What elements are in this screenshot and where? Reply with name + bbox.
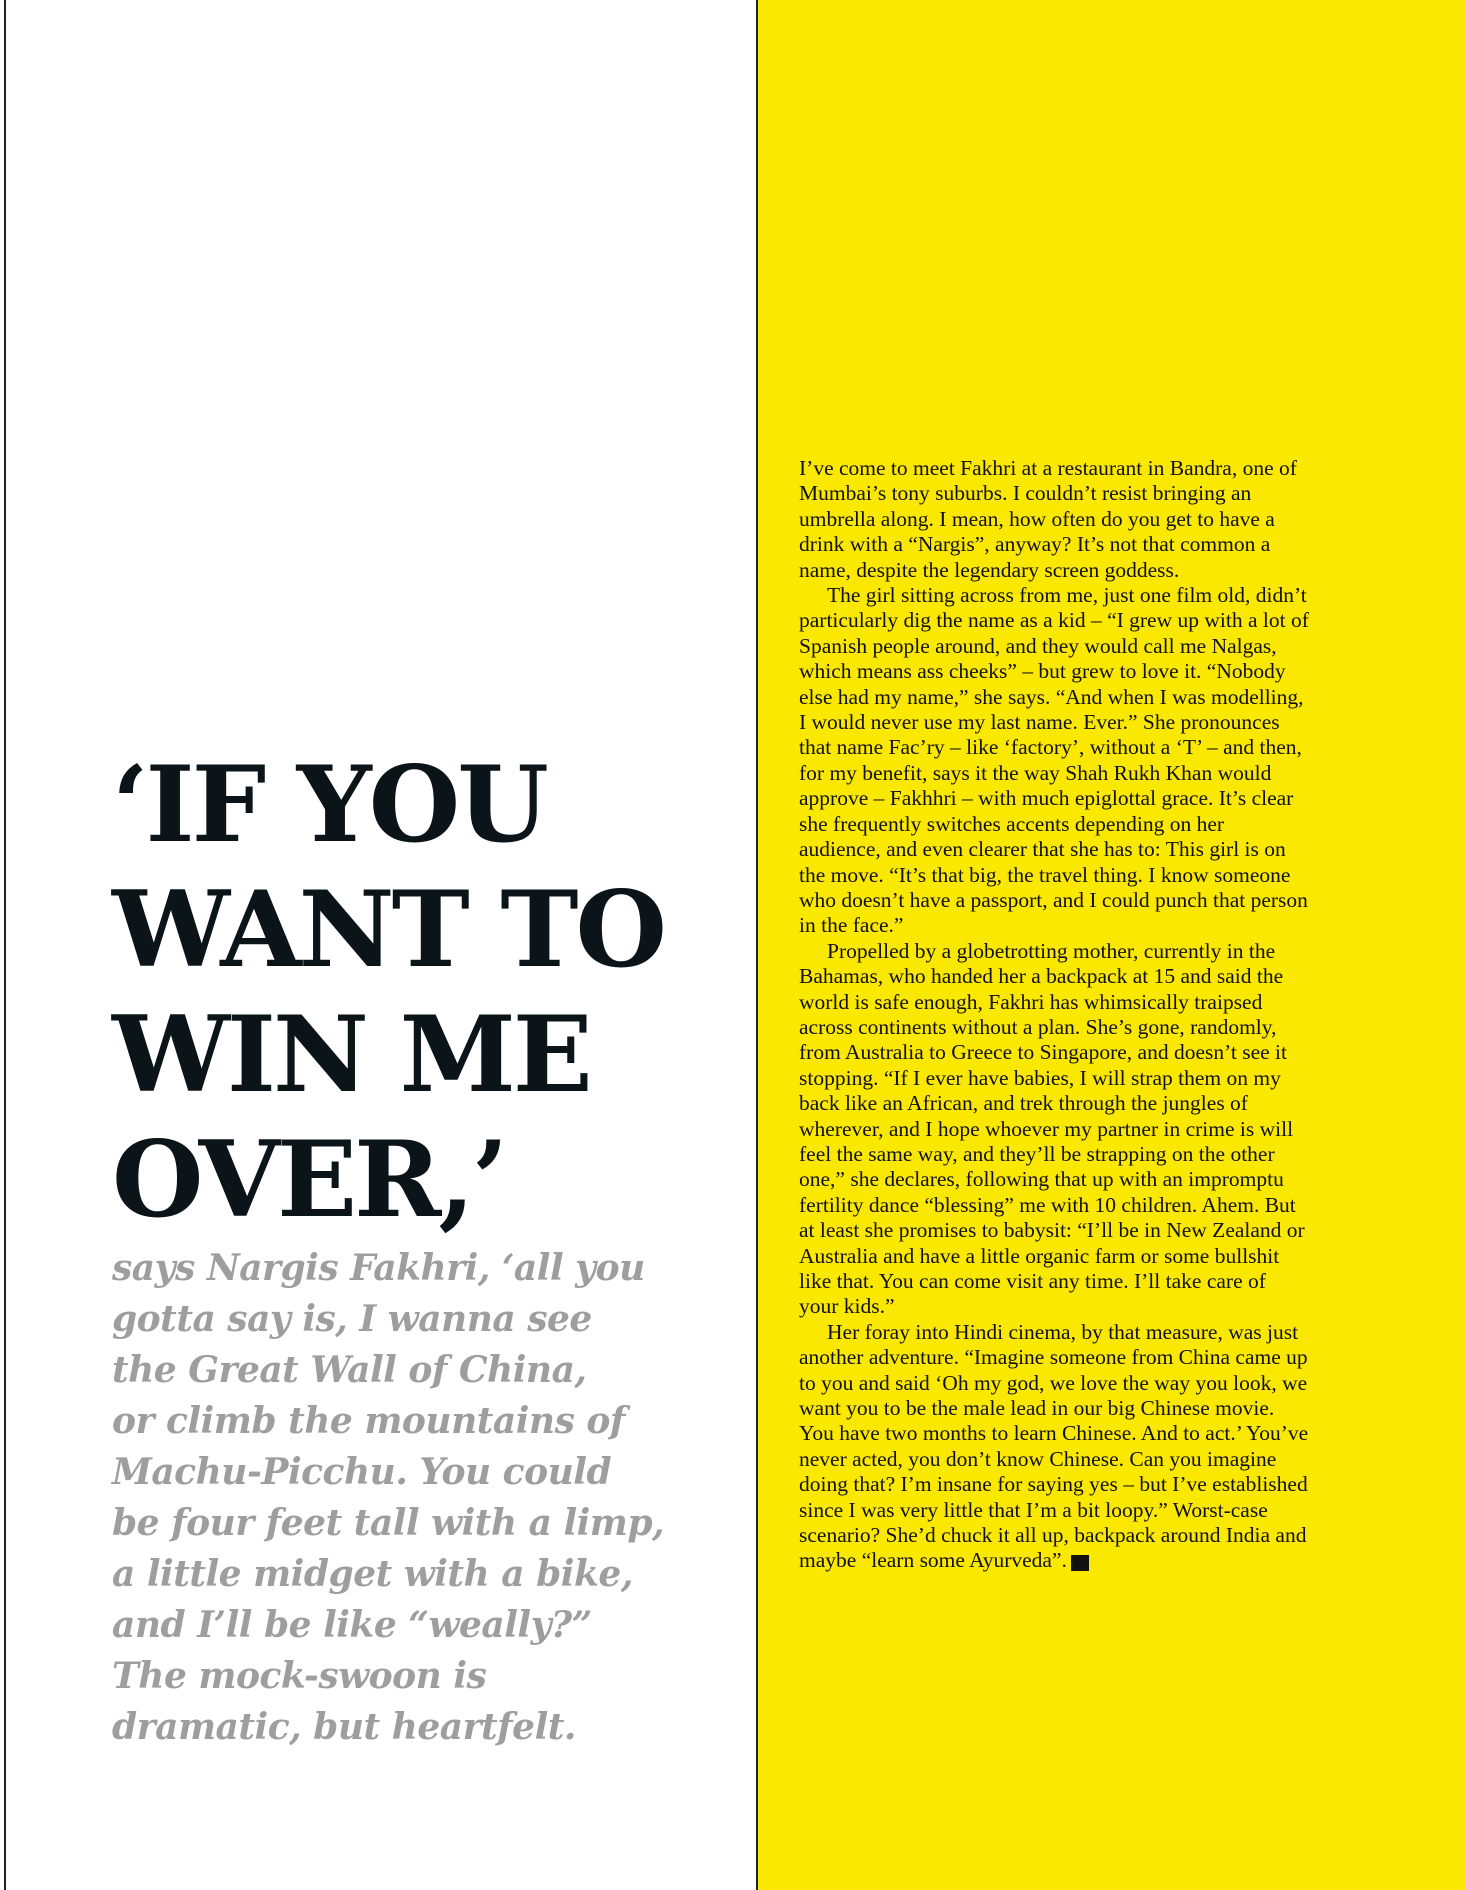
headline xyxy=(112,742,732,1242)
pull-quote-line: and I’ll be like “weally?” xyxy=(112,1604,592,1646)
pull-quote-line: gotta say is, I wanna see xyxy=(112,1298,592,1340)
article-body xyxy=(799,456,1309,1574)
article-paragraph: I’ve come to meet Fakhri at a restaurant in Bandra, one of Mumbai’s tony suburbs. I couldn’t resist bringing an umbrella along. I mean, how often do you get to have a drink with a “Nargis”, anyway? It’s not that common a name, despite the legendary screen goddess. xyxy=(799,456,1297,582)
end-of-article-icon: ➔ xyxy=(1071,1555,1089,1571)
pull-quote xyxy=(112,1243,672,1753)
headline-line: OVER,’ xyxy=(112,1117,506,1241)
pull-quote-line: a little midget with a bike, xyxy=(112,1553,633,1595)
article-paragraph-last xyxy=(799,1320,1309,1574)
article-paragraph: The girl sitting across from me, just one film old, didn’t particularly dig the name as a kid – “I grew up with a lot of Spanish people around, and they would call me Nalgas, which means ass cheeks” – but grew to love it. “Nobody else had my name,” she says. “And when I was modelling, I would never use my last name. Ever.” She pronounces that name Fac’ry – like ‘factory’, without a ‘T’ – and then, for my benefit, says it the way Shah Rukh Khan would approve – Fakhhri – with much epiglottal grace. It’s clear she frequently switches accents depending on her audience, and even clearer that she has to: This girl is on the move. “It’s that big, the travel thing. I know someone who doesn’t have a passport, and I could punch that person in the face.” xyxy=(799,583,1309,938)
pull-quote-line: The mock-swoon is xyxy=(112,1655,487,1697)
pull-quote-line: says Nargis Fakhri, ‘all you xyxy=(112,1247,645,1289)
headline-line: ‘IF YOU xyxy=(112,742,546,866)
pull-quote-line: be four feet tall with a limp, xyxy=(112,1502,665,1544)
headline-line: WANT TO xyxy=(112,867,664,991)
pull-quote-line: or climb the mountains of xyxy=(112,1400,625,1442)
pull-quote-line: dramatic, but heartfelt. xyxy=(112,1706,576,1748)
left-margin-rule xyxy=(4,0,6,1890)
article-paragraph: Propelled by a globetrotting mother, currently in the Bahamas, who handed her a backpack at 15 and said the world is safe enough, Fakhri has whimsically traipsed across continents without a plan. She’s gone, randomly, from Australia to Greece to Singapore, and doesn’t see it stopping. “If I ever have babies, I will strap them on my back like an African, and trek through the jungles of wherever, and I hope whoever my partner in crime is will feel the same way, and they’ll be strapping on the other one,” she declares, following that up with an impromptu fertility dance “blessing” me with 10 children. Ahem. But at least she promises to babysit: “I’ll be in New Zealand or Australia and have a little organic farm or some bullshit like that. You can come visit any time. I’ll take care of your kids.” xyxy=(799,938,1305,1319)
headline-line: WIN ME xyxy=(112,992,590,1116)
pull-quote-line: Machu-Picchu. You could xyxy=(112,1451,612,1493)
article-paragraph-text: Her foray into Hindi cinema, by that measure, was just another adventure. “Imagine someone from China came up to you and said ‘Oh my god, we love the way you look, we want you to be the male lead in our big Chinese movie. You have two months to learn Chinese. And to act.’ You’ve never acted, you don’t know Chinese. Can you imagine doing that? I’m insane for saying yes – but I’ve established since I was very little that I’m a bit loopy.” Worst-case scenario? She’d chuck it all up, backpack around India and maybe “learn some Ayurveda”. xyxy=(799,1319,1309,1573)
pull-quote-line: the Great Wall of China, xyxy=(112,1349,587,1391)
